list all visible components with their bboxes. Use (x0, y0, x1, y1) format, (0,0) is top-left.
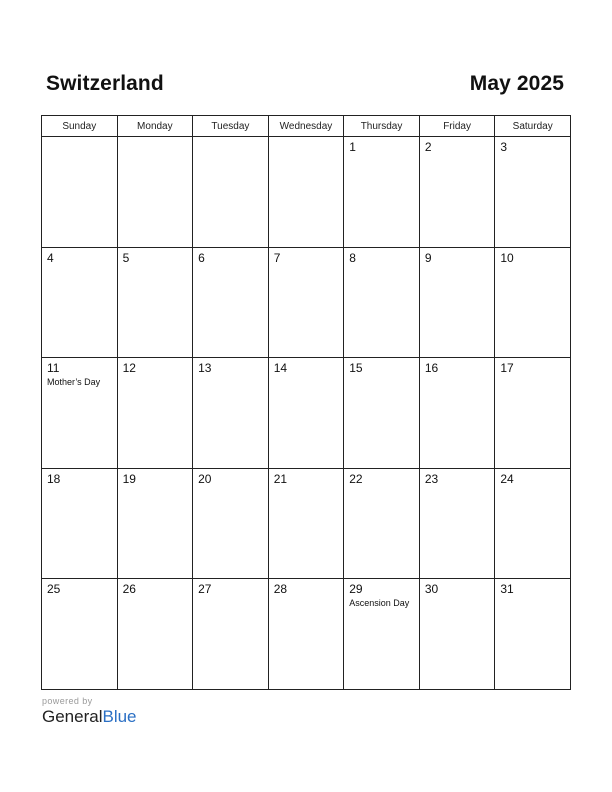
day-cell (344, 137, 420, 248)
weekday-header-row (42, 116, 571, 137)
day-cell (117, 358, 193, 469)
day-cell (344, 358, 420, 469)
weekday-wednesday: Wednesday (268, 116, 344, 137)
day-cell (42, 137, 118, 248)
day-number: 26 (122, 582, 136, 597)
day-cell (193, 579, 269, 690)
day-cell (419, 137, 495, 248)
day-number: 14 (273, 361, 288, 376)
day-number: 27 (198, 582, 212, 597)
day-cell (495, 358, 571, 469)
day-cell (495, 247, 571, 358)
day-number: 11 (47, 361, 60, 376)
day-number: 13 (198, 361, 212, 376)
week-row (42, 247, 571, 358)
day-cell (344, 247, 420, 358)
day-number: 17 (500, 361, 514, 376)
week-row (42, 579, 571, 690)
day-number (118, 137, 193, 140)
day-cell (268, 247, 344, 358)
day-cell (117, 247, 193, 358)
day-number: 18 (47, 471, 61, 486)
day-cell (42, 247, 118, 358)
day-cell (193, 137, 269, 248)
brand-general: General (42, 707, 103, 726)
day-cell (344, 468, 420, 579)
day-number: 19 (122, 471, 136, 486)
day-cell (193, 247, 269, 358)
day-number: 9 (424, 250, 432, 265)
day-cell (495, 468, 571, 579)
day-number: 1 (349, 140, 356, 154)
day-cell (42, 468, 118, 579)
weekday-thursday: Thursday (344, 116, 420, 137)
day-number: 15 (349, 361, 363, 376)
day-number: 10 (500, 250, 514, 265)
day-cell (268, 358, 344, 469)
day-cell (193, 358, 269, 469)
day-number: 29 (349, 582, 363, 597)
week-row (42, 468, 571, 579)
week-row (42, 358, 571, 469)
day-number: 20 (198, 471, 212, 486)
day-number: 21 (273, 471, 288, 486)
day-cell (419, 358, 495, 469)
day-cell (268, 579, 344, 690)
day-cell (268, 137, 344, 248)
day-cell (344, 579, 420, 690)
day-number: 30 (424, 582, 439, 597)
brand-blue: Blue (102, 707, 137, 726)
day-cell (42, 579, 118, 690)
day-cell (419, 468, 495, 579)
weekday-friday: Friday (419, 116, 495, 137)
day-number: 7 (273, 250, 281, 265)
day-number: 16 (424, 361, 439, 376)
day-number: 25 (47, 582, 61, 597)
day-number: 31 (500, 582, 514, 597)
day-cell (495, 579, 571, 690)
day-number: 2 (424, 140, 432, 154)
day-cell (268, 468, 344, 579)
day-number: 3 (500, 140, 508, 154)
powered-by-text: powered by (42, 696, 93, 706)
weekday-sunday: Sunday (42, 116, 118, 137)
calendar-grid (41, 115, 571, 690)
day-cell (42, 358, 118, 469)
day-number: 22 (349, 471, 363, 486)
day-cell (193, 468, 269, 579)
day-number: 8 (349, 250, 356, 265)
day-cell (419, 247, 495, 358)
day-number: 12 (122, 361, 136, 376)
day-number: 28 (273, 582, 288, 597)
footer-branding (42, 696, 137, 727)
day-cell (117, 468, 193, 579)
day-cell (117, 137, 193, 248)
day-number (42, 137, 117, 140)
day-cell (117, 579, 193, 690)
weekday-saturday: Saturday (495, 116, 571, 137)
day-number: 6 (198, 250, 205, 265)
month-year-title: May 2025 (469, 72, 564, 95)
day-number: 23 (424, 471, 439, 486)
day-cell (495, 137, 571, 248)
day-cell (419, 579, 495, 690)
weekday-tuesday: Tuesday (193, 116, 269, 137)
day-number (269, 137, 344, 140)
day-number: 4 (47, 250, 54, 265)
holiday-label: Mother’s Day (47, 377, 101, 388)
day-number (193, 137, 268, 140)
country-title: Switzerland (46, 72, 164, 95)
week-row (42, 137, 571, 248)
day-number: 5 (122, 250, 130, 265)
day-number: 24 (500, 471, 514, 486)
generalblue-logo (42, 707, 137, 727)
holiday-label: Ascension Day (349, 598, 410, 609)
weekday-monday: Monday (117, 116, 193, 137)
